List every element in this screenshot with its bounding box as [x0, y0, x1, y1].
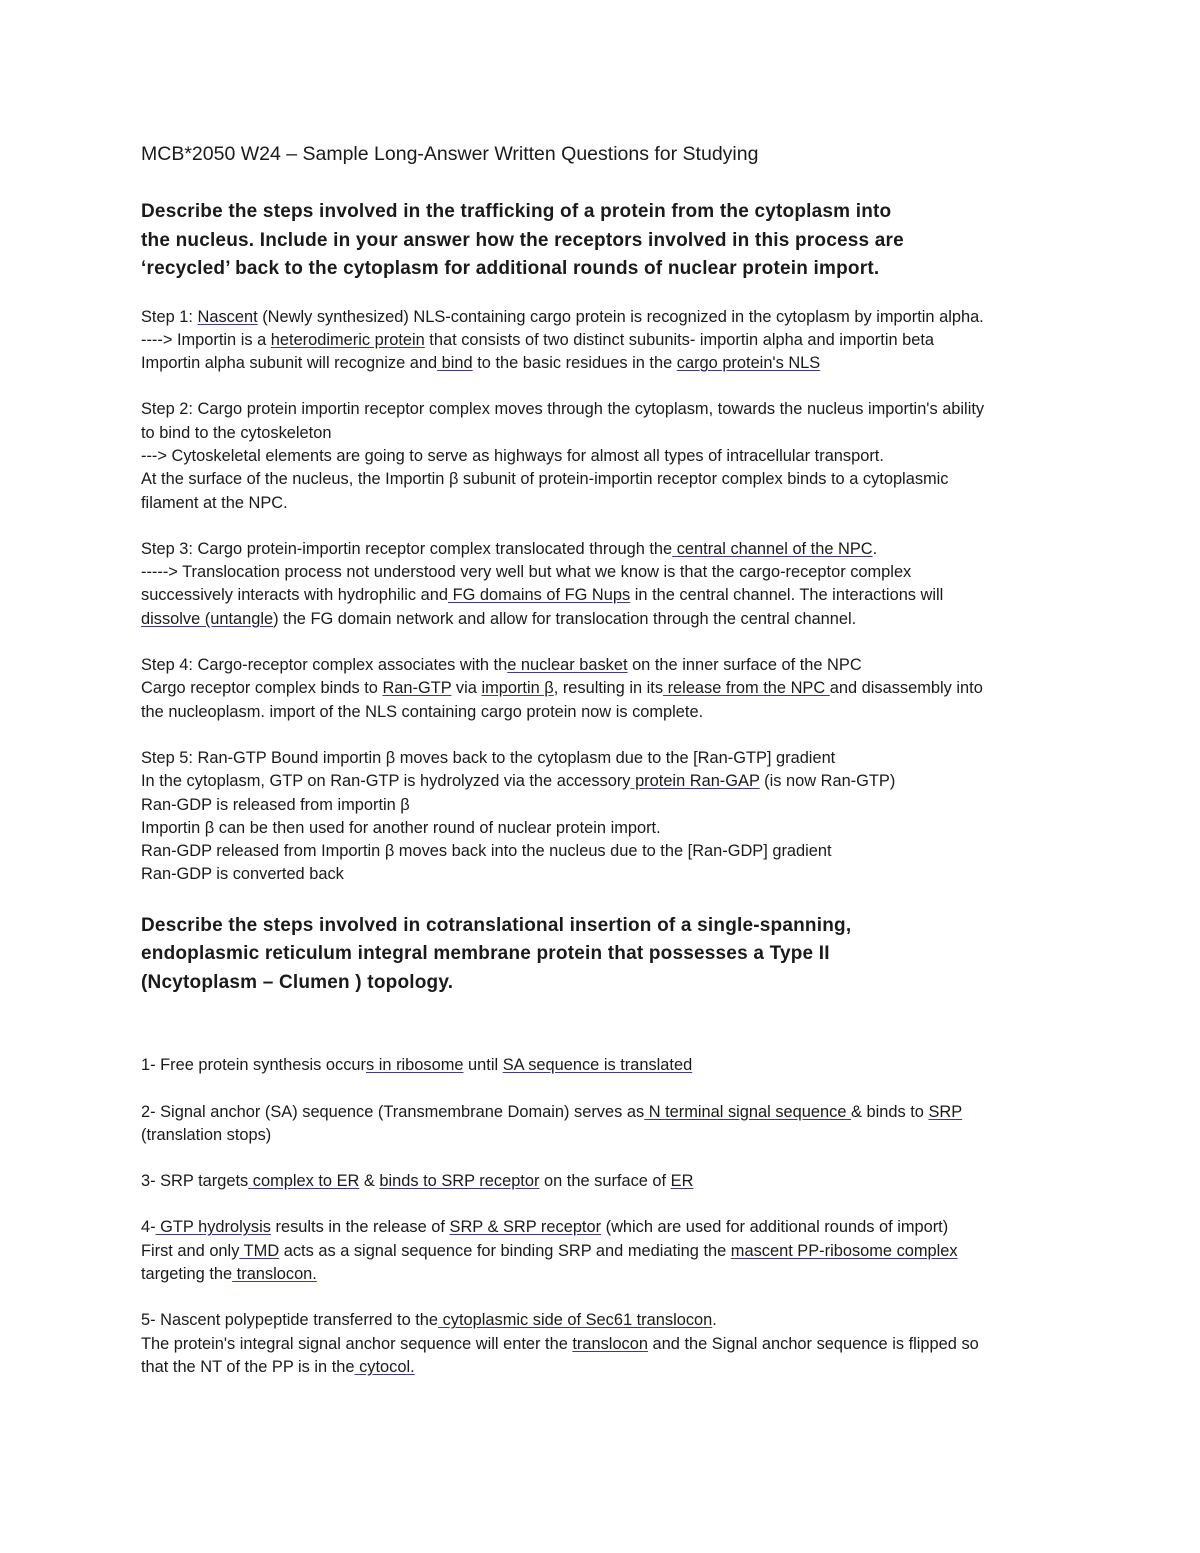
underlined-term: mascent PP-ribosome complex: [730, 1241, 958, 1260]
underlined-term: translocon.: [232, 1265, 317, 1284]
step-5-line: In the cytoplasm, GTP on Ran-GTP is hydrolyzed via the accessory protein Ran-GAP (is now Ran-GTP): [141, 772, 896, 791]
item-3: [141, 1170, 1060, 1193]
item-4-line-3: targeting the translocon.: [141, 1265, 317, 1284]
underlined-term: complex to ER: [248, 1172, 360, 1191]
underlined-term: N terminal signal sequence: [644, 1102, 851, 1121]
underlined-term: translocon: [572, 1334, 648, 1353]
step-3-line-1: Step 3: Cargo protein-importin receptor complex translocated through the central channel of the NPC.: [141, 539, 878, 558]
underlined-term: Ran-GTP: [382, 679, 452, 698]
underlined-term: SRP: [928, 1102, 963, 1121]
step-3: [141, 538, 1060, 631]
item-1-line: 1- Free protein synthesis occurs in ribosome until SA sequence is translated: [141, 1056, 693, 1075]
underlined-term: s in ribosome: [366, 1056, 464, 1075]
underlined-term: TMD: [239, 1241, 280, 1260]
underlined-term: binds to SRP receptor: [379, 1172, 540, 1191]
question-2-line: Describe the steps involved in cotranslational insertion of a single-spanning,: [141, 914, 852, 936]
underlined-term: GTP hydrolysis: [155, 1218, 271, 1237]
item-2: [141, 1101, 1060, 1148]
underlined-term: importin β: [481, 679, 554, 698]
item-1: [141, 1054, 1060, 1077]
underlined-term: cytocol.: [354, 1357, 415, 1376]
item-4-line-2: First and only TMD acts as a signal sequence for binding SRP and mediating the mascent PP-ribosome complex: [141, 1241, 958, 1260]
question-2-line: (Ncytoplasm – Clumen ) topology.: [141, 971, 454, 993]
step-5-line: Ran-GDP is converted back: [141, 865, 344, 884]
item-2-line-1: 2- Signal anchor (SA) sequence (Transmembrane Domain) serves as N terminal signal sequence & binds to SRP: [141, 1102, 963, 1121]
step-3-line-4: dissolve (untangle) the FG domain network and allow for translocation through the central channel.: [141, 609, 857, 628]
question-2: [141, 912, 1060, 998]
step-5-line: Ran-GDP released from Importin β moves back into the nucleus due to the [Ran-GDP] gradient: [141, 842, 832, 861]
step-2: [141, 398, 1060, 514]
item-4: [141, 1216, 1060, 1286]
step-1-line-3: Importin alpha subunit will recognize and bind to the basic residues in the cargo protein's NLS: [141, 354, 821, 373]
step-2-line: At the surface of the nucleus, the Importin β subunit of protein-importin receptor complex binds to a cytoplasmic: [141, 470, 949, 489]
underlined-term: bind: [437, 354, 473, 373]
step-4: [141, 654, 1060, 724]
question-1-line: Describe the steps involved in the trafficking of a protein from the cytoplasm into: [141, 201, 892, 222]
step-4-line-2: Cargo receptor complex binds to Ran-GTP via importin β, resulting in its release from the NPC and disassembly into: [141, 679, 983, 698]
underlined-term: heterodimeric protein: [270, 330, 425, 349]
item-5: [141, 1309, 1060, 1379]
underlined-term: cytoplasmic side of Sec61 translocon: [438, 1311, 713, 1330]
step-2-line: filament at the NPC.: [141, 493, 288, 512]
step-3-line-3: successively interacts with hydrophilic and FG domains of FG Nups in the central channel. The interactions will: [141, 586, 944, 605]
item-5-line-2: The protein's integral signal anchor sequence will enter the translocon and the Signal anchor sequence is flipped so: [141, 1334, 979, 1353]
step-4-line-1: Step 4: Cargo-receptor complex associates with the nuclear basket on the inner surface of the NPC: [141, 656, 862, 675]
item-4-line-1: 4- GTP hydrolysis results in the release of SRP & SRP receptor (which are used for additional rounds of import): [141, 1218, 949, 1237]
item-3-line: 3- SRP targets complex to ER & binds to SRP receptor on the surface of ER: [141, 1172, 694, 1191]
underlined-term: dissolve (untangle: [141, 609, 274, 628]
step-1-line-1: Step 1: Nascent (Newly synthesized) NLS-containing cargo protein is recognized in the cytoplasm by importin alpha.: [141, 307, 984, 326]
step-3-line-2: -----> Translocation process not understood very well but what we know is that the cargo-receptor complex: [141, 563, 912, 582]
question-1-line: the nucleus. Include in your answer how the receptors involved in this process are: [141, 229, 904, 251]
underlined-term: Nascent: [197, 307, 258, 326]
question-2-line: endoplasmic reticulum integral membrane protein that possesses a Type II: [141, 943, 830, 965]
step-5: [141, 747, 1060, 887]
step-5-line: Ran-GDP is released from importin β: [141, 795, 410, 814]
underlined-term: central channel of the NPC: [672, 539, 873, 558]
underlined-term: release from the NPC: [663, 679, 830, 698]
underlined-term: ER: [670, 1172, 694, 1191]
underlined-term: cargo protein's NLS: [676, 354, 821, 373]
underlined-term: protein Ran-GAP: [630, 772, 760, 791]
underlined-term: FG domains of FG Nups: [448, 586, 631, 605]
question-1: [141, 198, 1060, 284]
step-2-line: Step 2: Cargo protein importin receptor complex moves through the cytoplasm, towards the nucleus importin's ability: [141, 400, 985, 419]
step-2-line: ---> Cytoskeletal elements are going to serve as highways for almost all types of intracellular transport.: [141, 446, 884, 465]
underlined-term: e nuclear basket: [507, 656, 628, 675]
document-title: MCB*2050 W24 – Sample Long-Answer Written Questions for Studying: [141, 143, 759, 165]
step-1: [141, 306, 1060, 376]
step-2-line: to bind to the cytoskeleton: [141, 423, 332, 442]
underlined-term: SA sequence is translated: [502, 1056, 693, 1075]
question-1-line: ‘recycled’ back to the cytoplasm for additional rounds of nuclear protein import.: [141, 258, 880, 279]
item-2-line-2: (translation stops): [141, 1125, 272, 1144]
step-1-line-2: ----> Importin is a heterodimeric protein that consists of two distinct subunits- importin alpha and importin beta: [141, 330, 935, 349]
step-4-line-3: the nucleoplasm. import of the NLS containing cargo protein now is complete.: [141, 702, 704, 721]
step-5-line: Step 5: Ran-GTP Bound importin β moves back to the cytoplasm due to the [Ran-GTP] gradient: [141, 748, 836, 767]
step-5-line: Importin β can be then used for another round of nuclear protein import.: [141, 818, 661, 837]
item-5-line-1: 5- Nascent polypeptide transferred to the cytoplasmic side of Sec61 translocon.: [141, 1311, 717, 1330]
underlined-term: SRP & SRP receptor: [449, 1218, 602, 1237]
item-5-line-3: that the NT of the PP is in the cytocol.: [141, 1357, 415, 1376]
